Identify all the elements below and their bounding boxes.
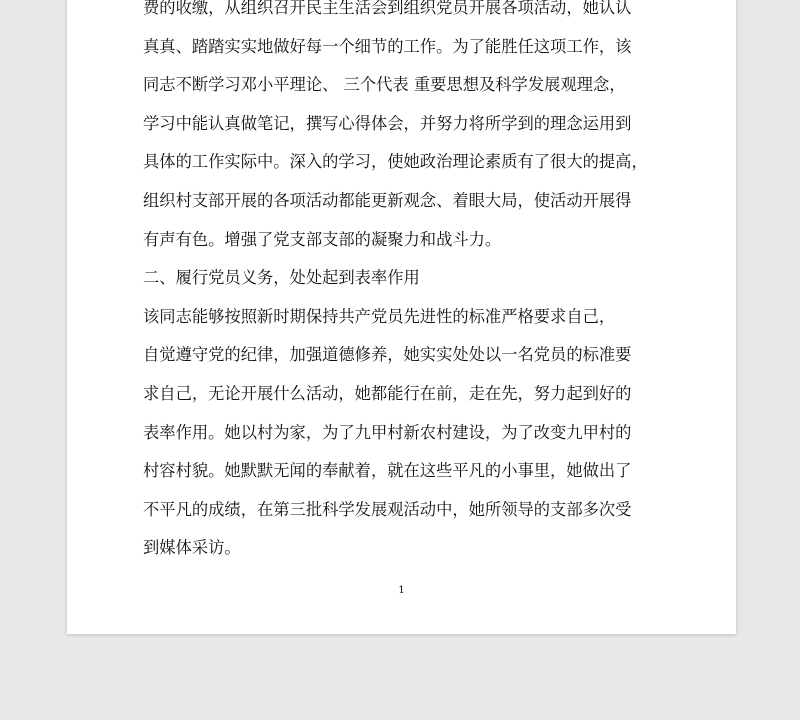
document-page <box>67 0 736 634</box>
body-text <box>143 0 663 568</box>
text-line: 真真、踏踏实实地做好每一个细节的工作。为了能胜任这项工作，该 <box>143 36 632 56</box>
text-line: 有声有色。增强了党支部支部的凝聚力和战斗力。 <box>143 229 502 249</box>
text-line: 学习中能认真做笔记，撰写心得体会，并努力将所学到的理念运用到 <box>143 113 632 133</box>
section-heading: 二、履行党员义务，处处起到表率作用 <box>143 268 420 288</box>
text-line: 不平凡的成绩，在第三批科学发展观活动中，她所领导的支部多次受 <box>143 499 632 519</box>
text-line: 到媒体采访。 <box>143 538 241 558</box>
text-line: 费的收缴，从组织召开民主生活会到组织党员开展各项活动，她认认 <box>143 0 632 17</box>
text-line: 同志不断学习邓小平理论、 三个代表 重要思想及科学发展观理念， <box>143 75 626 95</box>
text-line: 组织村支部开展的各项活动都能更新观念、着眼大局，使活动开展得 <box>143 190 632 210</box>
page-number: 1 <box>398 585 405 596</box>
text-line: 该同志能够按照新时期保持共产党员先进性的标准严格要求自己， <box>143 306 616 326</box>
text-line: 自觉遵守党的纪律，加强道德修养，她实实处处以一名党员的标准要 <box>143 345 632 365</box>
text-line: 村容村貌。她默默无闻的奉献着，就在这些平凡的小事里，她做出了 <box>143 461 632 481</box>
text-line: 求自己，无论开展什么活动，她都能行在前，走在先，努力起到好的 <box>143 383 632 403</box>
text-line: 表率作用。她以村为家，为了九甲村新农村建设，为了改变九甲村的 <box>143 422 632 442</box>
text-line: 具体的工作实际中。深入的学习，使她政治理论素质有了很大的提高， <box>143 152 648 172</box>
